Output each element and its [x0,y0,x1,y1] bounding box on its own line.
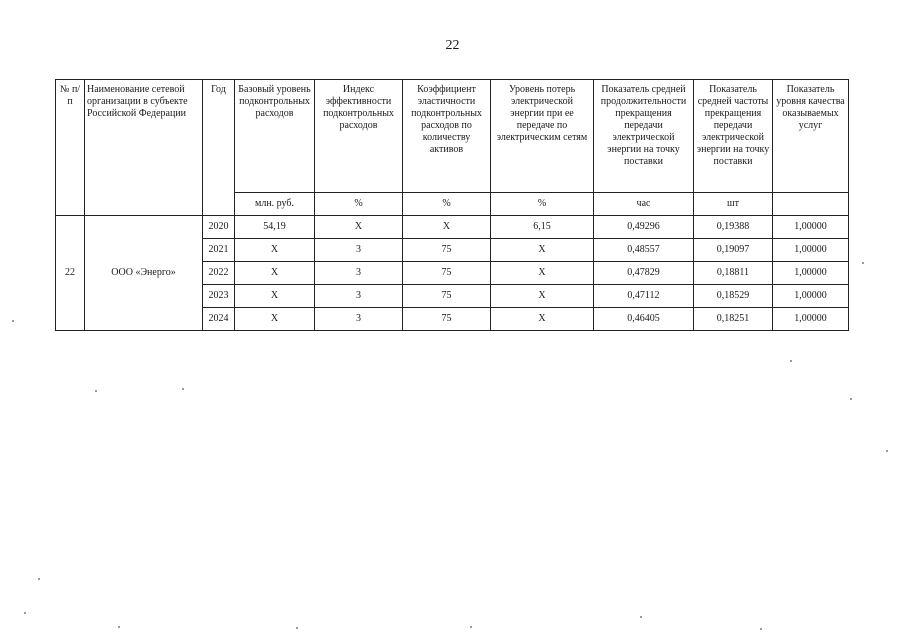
scan-speck [862,262,864,264]
unit-cell: шт [694,193,773,216]
loss-level-cell: X [491,262,594,285]
service-quality-cell: 1,00000 [773,262,849,285]
unit-cell: час [594,193,694,216]
header-number: № п/п [56,80,85,216]
scan-speck [640,616,642,618]
header-outage-frequency: Показатель средней частоты прекращения передачи электрической энергии на точку поставки [694,80,773,193]
elasticity-cell: X [403,216,491,239]
outage-duration-cell: 0,47112 [594,285,694,308]
loss-level-cell: 6,15 [491,216,594,239]
header-row [56,80,849,193]
service-quality-cell: 1,00000 [773,216,849,239]
service-quality-cell: 1,00000 [773,308,849,331]
elasticity-cell: 75 [403,239,491,262]
header-service-quality: Показатель уровня качества оказываемых услуг [773,80,849,193]
header-elasticity-coefficient: Коэффициент эластичности подконтрольных расходов по количеству активов [403,80,491,193]
efficiency-index-cell: 3 [315,239,403,262]
elasticity-cell: 75 [403,308,491,331]
unit-cell: млн. руб. [235,193,315,216]
outage-duration-cell: 0,49296 [594,216,694,239]
efficiency-index-cell: 3 [315,308,403,331]
year-cell: 2023 [203,285,235,308]
unit-cell [773,193,849,216]
scan-speck [850,398,852,400]
outage-frequency-cell: 0,19388 [694,216,773,239]
base-costs-cell: X [235,262,315,285]
scan-speck [12,320,14,322]
efficiency-index-cell: X [315,216,403,239]
scan-speck [886,450,888,452]
header-year: Год [203,80,235,216]
scan-speck [182,388,184,390]
organization-name: ООО «Энерго» [85,216,203,331]
unit-cell: % [403,193,491,216]
year-cell: 2020 [203,216,235,239]
scan-speck [24,612,26,614]
scan-speck [296,627,298,629]
header-efficiency-index: Индекс эффективности подконтрольных расходов [315,80,403,193]
page-number: 22 [445,38,460,53]
scan-speck [38,578,40,580]
scan-speck [790,360,792,362]
header-organization: Наименование сетевой организации в субъекте Российской Федерации [85,80,203,216]
year-cell: 2022 [203,262,235,285]
row-number: 22 [56,216,85,331]
base-costs-cell: X [235,239,315,262]
outage-duration-cell: 0,47829 [594,262,694,285]
service-quality-cell: 1,00000 [773,285,849,308]
outage-frequency-cell: 0,18529 [694,285,773,308]
efficiency-index-cell: 3 [315,285,403,308]
efficiency-index-cell: 3 [315,262,403,285]
outage-frequency-cell: 0,18811 [694,262,773,285]
unit-cell: % [491,193,594,216]
base-costs-cell: 54,19 [235,216,315,239]
loss-level-cell: X [491,308,594,331]
year-cell: 2021 [203,239,235,262]
unit-cell: % [315,193,403,216]
outage-frequency-cell: 0,18251 [694,308,773,331]
scan-speck [760,628,762,630]
base-costs-cell: X [235,285,315,308]
loss-level-cell: X [491,285,594,308]
loss-level-cell: X [491,239,594,262]
outage-frequency-cell: 0,19097 [694,239,773,262]
service-quality-cell: 1,00000 [773,239,849,262]
header-outage-duration: Показатель средней продолжительности прекращения передачи электрической энергии на точку поставки [594,80,694,193]
scan-speck [470,626,472,628]
year-cell: 2024 [203,308,235,331]
scan-speck [118,626,120,628]
outage-duration-cell: 0,46405 [594,308,694,331]
scan-speck [95,390,97,392]
base-costs-cell: X [235,308,315,331]
header-loss-level: Уровень потерь электрической энергии при ее передаче по электрическим сетям [491,80,594,193]
elasticity-cell: 75 [403,262,491,285]
header-base-costs: Базовый уровень подконтрольных расходов [235,80,315,193]
table-row [56,216,849,239]
outage-duration-cell: 0,48557 [594,239,694,262]
elasticity-cell: 75 [403,285,491,308]
indicators-table [55,79,849,331]
